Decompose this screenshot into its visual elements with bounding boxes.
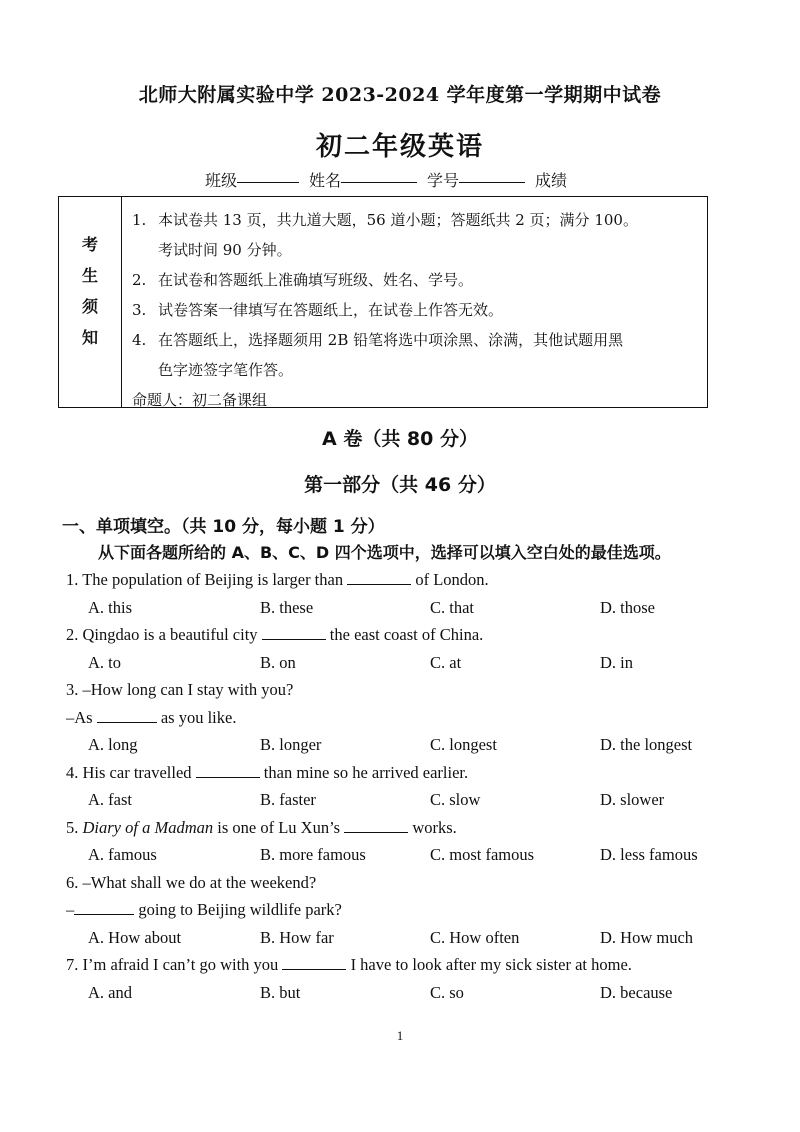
answer-blank	[282, 953, 346, 970]
subject-title: 初二年级英语	[315, 132, 484, 162]
notice-side-label	[59, 197, 122, 407]
class-blank	[237, 168, 299, 183]
option-b: B. longer	[260, 735, 322, 754]
answer-blank	[196, 761, 260, 778]
question-sub-line	[66, 704, 746, 732]
option-row	[66, 979, 746, 1007]
answer-blank	[262, 623, 326, 640]
option-c: C. slow	[430, 790, 481, 809]
option-b: B. more famous	[260, 845, 366, 864]
option-b: B. How far	[260, 927, 334, 947]
exam-notice-box	[58, 196, 708, 408]
option-a: A. this	[88, 597, 133, 617]
option-row	[66, 649, 746, 677]
option-d: D. those	[600, 597, 655, 617]
question-text: is one of Lu Xun’s	[213, 817, 345, 837]
notice-item-number: 2.	[132, 271, 147, 289]
question-stem: 3. –How long can I stay with you?	[66, 680, 294, 699]
notice-item	[132, 325, 707, 355]
notice-side-char: 考	[81, 235, 98, 254]
option-d: D. in	[600, 652, 633, 672]
notice-item	[132, 205, 707, 235]
volume-title: A 卷（共 80 分）	[322, 428, 478, 450]
student-info-line	[205, 168, 625, 191]
name-label: 姓名	[309, 171, 342, 190]
question-text: 2. Qingdao is a beautiful city	[66, 625, 262, 644]
score-label: 成绩	[535, 171, 568, 190]
option-row	[66, 924, 746, 952]
option-row	[66, 841, 746, 869]
name-blank	[341, 168, 417, 183]
question-text: going to Beijing wildlife park?	[134, 900, 342, 919]
id-label: 学号	[427, 171, 460, 190]
question-stem	[66, 621, 746, 649]
option-a: A. fast	[88, 790, 132, 809]
answer-blank	[74, 898, 134, 915]
school-title: 北师大附属实验中学 2023-2024 学年度第一学期期中试卷	[138, 84, 662, 106]
question-number: 5.	[66, 817, 83, 837]
page-number: 1	[396, 1028, 404, 1043]
answer-blank	[97, 706, 157, 723]
question-stem	[66, 814, 746, 842]
option-b: B. but	[260, 982, 301, 1002]
option-d: D. slower	[600, 790, 665, 809]
option-c: C. that	[430, 597, 474, 617]
option-b: B. on	[260, 652, 296, 672]
part-title: 第一部分（共 46 分）	[304, 474, 496, 496]
question-text: works.	[408, 817, 457, 837]
question-stem: 6. –What shall we do at the weekend?	[66, 872, 317, 892]
section-title: 一、单项填空。（共 10 分，每小题 1 分）	[62, 517, 385, 537]
notice-item	[132, 265, 707, 295]
question-text: 1. The population of Beijing is larger than	[66, 570, 348, 589]
option-a: A. long	[88, 735, 138, 754]
notice-item-text: 试卷答案一律填写在答题纸上，在试卷上作答无效。	[158, 301, 504, 319]
question-text: 7. I’m afraid I can’t go with you	[66, 955, 283, 974]
option-a: A. How about	[88, 927, 182, 947]
option-c: C. at	[430, 652, 462, 672]
question-stem	[66, 759, 746, 787]
option-c: C. longest	[430, 735, 497, 754]
option-d: D. the longest	[600, 735, 693, 754]
notice-item-number: 3.	[132, 301, 147, 319]
id-blank	[459, 168, 525, 183]
notice-side-char: 须	[81, 297, 98, 316]
notice-item-text: 考试时间 90 分钟。	[158, 241, 292, 259]
notice-side-char: 生	[81, 266, 98, 285]
notice-item-number: 4.	[132, 331, 147, 349]
notice-item-text: 色字迹签字笔作答。	[158, 361, 294, 379]
option-a: A. famous	[88, 845, 157, 864]
question-stem	[66, 951, 746, 979]
option-c: C. so	[430, 982, 464, 1002]
question-text: 4. His car travelled	[66, 762, 196, 782]
option-b: B. faster	[260, 790, 316, 809]
option-row	[66, 594, 746, 622]
option-a: A. to	[88, 652, 121, 672]
notice-item-text: 在试卷和答题纸上准确填写班级、姓名、学号。	[158, 271, 474, 289]
option-d: D. How much	[600, 927, 694, 947]
question-text: of London.	[411, 570, 489, 589]
option-d: D. because	[600, 982, 673, 1002]
question-text: than mine so he arrived earlier.	[259, 762, 469, 782]
notice-item-text: 在答题纸上，选择题须用 2B 铅笔将选中项涂黑、涂满，其他试题用黑	[158, 331, 624, 349]
question-sub-line	[66, 896, 746, 924]
notice-item-text: 本试卷共 13 页，共九道大题，56 道小题；答题纸共 2 页；满分 100。	[158, 211, 638, 229]
question-text: the east coast of China.	[325, 625, 484, 644]
question-list	[66, 566, 746, 1006]
option-row	[66, 731, 746, 759]
option-row	[66, 786, 746, 814]
notice-body	[122, 197, 707, 407]
option-d: D. less famous	[600, 845, 698, 864]
option-b: B. these	[260, 597, 314, 617]
notice-item	[132, 295, 707, 325]
answer-blank	[347, 568, 411, 585]
class-label: 班级	[205, 171, 238, 190]
question-text: –	[66, 900, 75, 919]
question-text: –As	[66, 707, 97, 727]
section-instruction: 从下面各题所给的 A、B、C、D 四个选项中，选择可以填入空白处的最佳选项。	[98, 543, 671, 562]
notice-author: 命题人：初二备课组	[132, 391, 268, 409]
option-a: A. and	[88, 982, 132, 1002]
answer-blank	[344, 816, 408, 833]
notice-side-char: 知	[81, 328, 98, 347]
book-title: Diary of a Madman	[82, 817, 214, 837]
option-c: C. How often	[430, 927, 520, 947]
notice-item-number: 1.	[132, 211, 147, 229]
option-c: C. most famous	[430, 845, 535, 864]
question-stem	[66, 566, 746, 594]
question-text: I have to look after my sick sister at home.	[346, 955, 632, 974]
question-text: as you like.	[156, 707, 237, 727]
